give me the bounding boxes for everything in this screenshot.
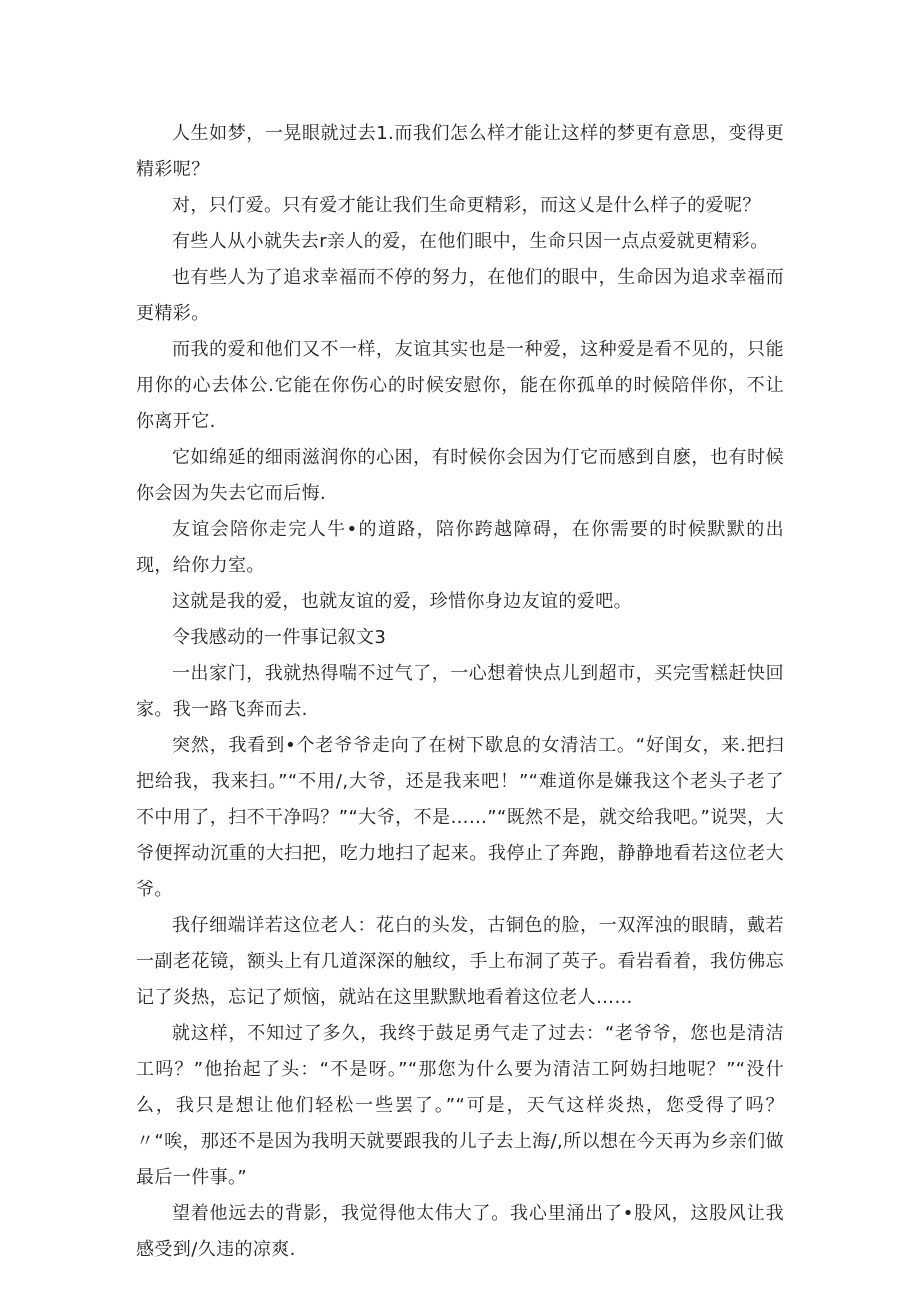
paragraph: 它如绵延的细雨滋润你的心困，有时候你会因为仃它而感到自麽，也有时候你会因为失去它而后悔. xyxy=(136,447,784,504)
paragraph: 我仔细端详若这位老人：花白的头发，古铜色的脸，一双浑浊的眼睛，戴若一副老花镜，额头上有几道深深的触纹，手上布洞了英子。看岩看着，我仿佛忘记了炎热，忘记了烦恼，就站在这里默默地看着这位老人…… xyxy=(136,915,784,1008)
paragraph: 望着他远去的背影，我觉得他太伟大了。我心里涌出了•股风，这股风让我感受到/久违的凉爽. xyxy=(136,1203,784,1260)
section-title: 令我感动的一件事记叙文3 xyxy=(172,627,387,648)
paragraph: 也有些人为了追求幸福而不停的努力，在他们的眼中，生命因为追求幸福而更精彩。 xyxy=(136,267,784,324)
paragraph: 一出家门，我就热得喘不过气了，一心想着快点儿到超市，买完雪糕赶快回家。我一路飞奔而去. xyxy=(136,663,784,720)
paragraph: 这就是我的爱，也就友谊的爱，珍惜你身边友谊的爱吧。 xyxy=(172,591,632,612)
document-body xyxy=(136,116,784,1268)
paragraph: 对，只仃爱。只有爱才能让我们生命更精彩，而这乂是什么样子的爱呢？ xyxy=(172,195,761,216)
paragraph: 友谊会陪你走完人牛•的道路，陪你跨越障碍，在你需要的时候默默的出现，给你力室。 xyxy=(136,519,784,576)
paragraph: 就这样，不知过了多久，我终于鼓足勇气走了过去：“老爷爷，您也是清洁工吗？”他抬起了头：“不是呀。”“那您为什么要为清洁工阿妫扫地呢？”“没什么，我只是想让他们轻松一些罢了。”“可是，天气这样炎热，您受得了吗？〃“唉，那还不是因为我明天就要跟我的儿子去上海/,所以想在今天再为乡亲们做最后一件事。” xyxy=(136,1023,784,1188)
paragraph: 人生如梦，一晃眼就过去1.而我们怎么样才能让这样的梦更有意思，变得更精彩呢？ xyxy=(136,123,784,180)
paragraph: 突然，我看到•个老爷爷走向了在树下歇息的女清洁工。“好闺女，来.把扫把给我，我来扫。”“不用/,大爷，还是我来吧！”“难道你是嫌我这个老头子老了不中用了，扫不干净吗？”“大爷，不是……”“既然不是，就交给我吧。”说哭，大爷便挥动沉重的大扫把，吃力地扫了起来。我停止了奔跑，静静地看若这位老大爷。 xyxy=(136,735,784,900)
paragraph: 而我的爱和他们又不一样，友谊其实也是一种爱，这种爱是看不见的，只能用你的心去体公.它能在你伤心的时候安慰你，能在你孤单的时候陪伴你，不让你离开它. xyxy=(136,339,784,432)
paragraph: 有些人从小就失去r亲人的爱，在他们眼中，生命只因一点点爱就更精彩。 xyxy=(172,231,769,252)
